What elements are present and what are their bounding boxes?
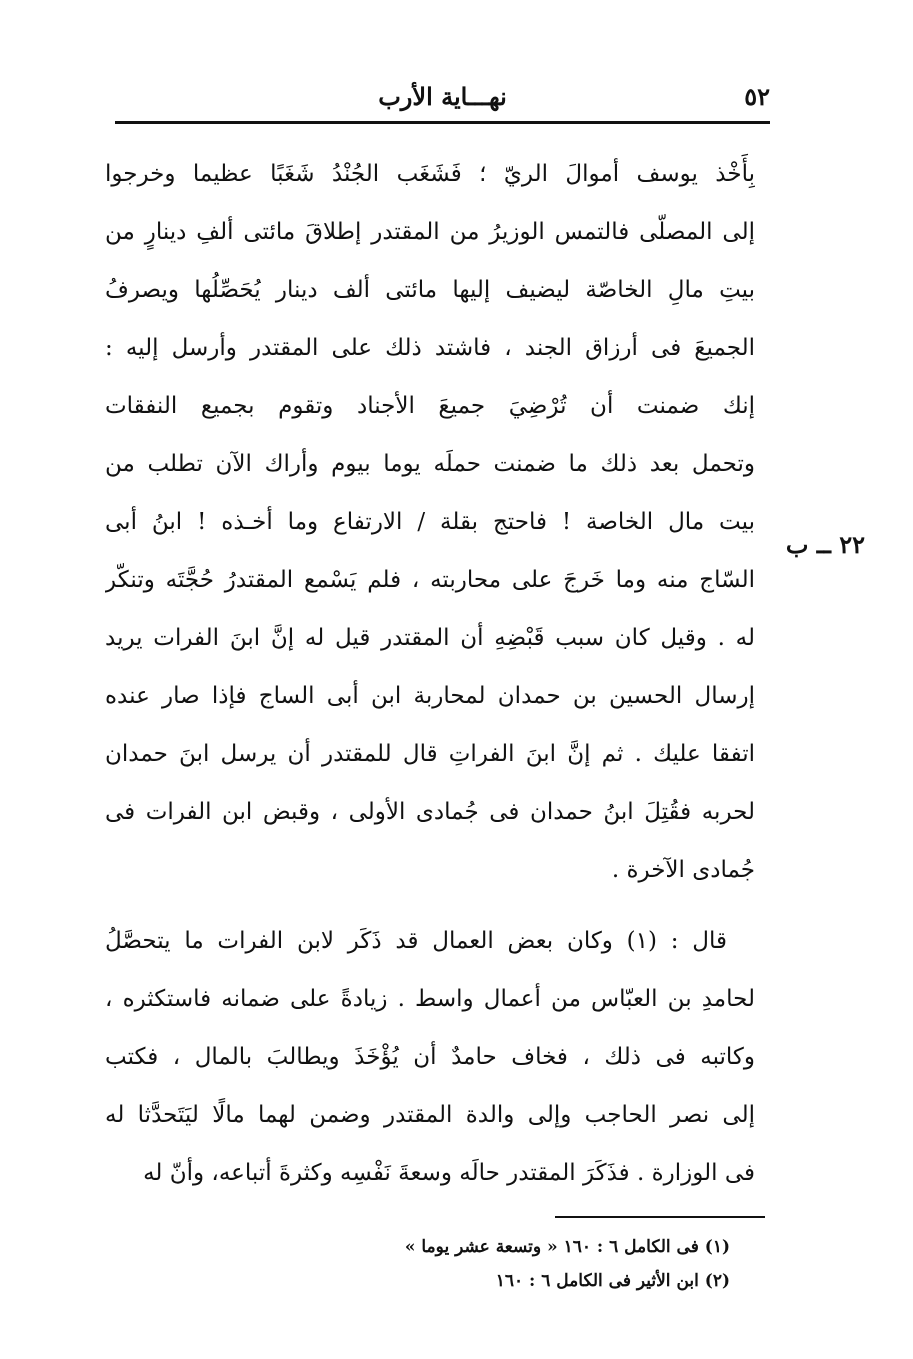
page-number: ٥٢ <box>744 82 770 111</box>
header-rule <box>115 121 770 124</box>
text-line: لحربه فقُتِلَ ابنُ حمدان فى جُمادى الأولى ، وقبض ابن الفرات فى <box>105 799 755 825</box>
text-line: وتحمل بعد ذلك ما ضمنت حملَه يوما بيوم وأراك الآن تطلب من <box>105 451 755 477</box>
footnote-2: (٢) ابن الأثير فى الكامل ٦ : ١٦٠ <box>495 1271 730 1291</box>
text-line: بيت مال الخاصة ! فاحتج بقلة / الارتفاع وما أخـذه ! ابنُ أبى <box>105 509 755 535</box>
body-text <box>105 145 755 1202</box>
text-line: قال : (١) وكان بعض العمال قد ذَكَر لابن الفرات ما يتحصَّلُ <box>105 928 727 954</box>
text-line: له . وقيل كان سبب قَبْضِهِ أن المقتدر قيل له إنَّ ابنَ الفرات يريد <box>105 625 755 651</box>
paragraph-1 <box>105 145 755 899</box>
text-line: إنك ضمنت أن تُرْضِيَ جميعَ الأجناد وتقوم بجميع النفقات <box>105 393 755 419</box>
footnote-rule <box>555 1216 765 1218</box>
text-line: إلى المصلّى فالتمس الوزيرُ من المقتدر إطلاقَ مائتى ألفِ دينارٍ من <box>105 219 755 245</box>
margin-folio-note: ٢٢ ــ ب <box>785 530 865 559</box>
text-line: جُمادى الآخرة . <box>611 857 755 883</box>
footnote-1: (١) فى الكامل ٦ : ١٦٠ « وتسعة عشر يوما » <box>404 1237 730 1257</box>
text-line: بِأَخْذ يوسف أموالَ الريّ ؛ فَشَغَب الجُنْدُ شَغَبًا عظيما وخرجوا <box>105 161 755 187</box>
page-header <box>115 78 770 118</box>
text-line: إلى نصر الحاجب وإلى والدة المقتدر وضمن لهما مالًا ليَتَحدَّثا له <box>105 1102 755 1128</box>
text-line: السّاج منه وما خَرجَ على محاربته ، فلم يَسْمع المقتدرُ حُجَّتَه وتنكّر <box>105 567 755 593</box>
text-line: وكاتبه فى ذلك ، فخاف حامدٌ أن يُؤْخَذَ ويطالبَ بالمال ، فكتب <box>105 1044 755 1070</box>
text-line: لحامدِ بن العبّاس من أعمال واسط . زيادةً على ضمانه فاستكثره ، <box>105 986 755 1012</box>
paragraph-spacer <box>105 899 755 912</box>
text-line: بيتِ مالِ الخاصّة ليضيف إليها مائتى ألف دينار يُحَصِّلُها ويصرفُ <box>105 277 755 303</box>
text-line: اتفقا عليك . ثم إنَّ ابنَ الفراتِ قال للمقتدر أن يرسل ابنَ حمدان <box>105 741 755 767</box>
text-line: فى الوزارة . فذَكَرَ المقتدر حالَه وسعةَ نَفْسِه وكثرةَ أتباعه، وأنّ له <box>143 1160 755 1186</box>
text-line: الجميعَ فى أرزاق الجند ، فاشتد ذلك على المقتدر وأرسل إليه : <box>105 335 755 361</box>
paragraph-2 <box>105 912 755 1202</box>
running-title: نهـــاية الأرب <box>378 82 507 111</box>
footnotes <box>300 1230 730 1298</box>
text-line: إرسال الحسين بن حمدان لمحاربة ابن أبى الساج فإذا صار عنده <box>105 683 755 709</box>
